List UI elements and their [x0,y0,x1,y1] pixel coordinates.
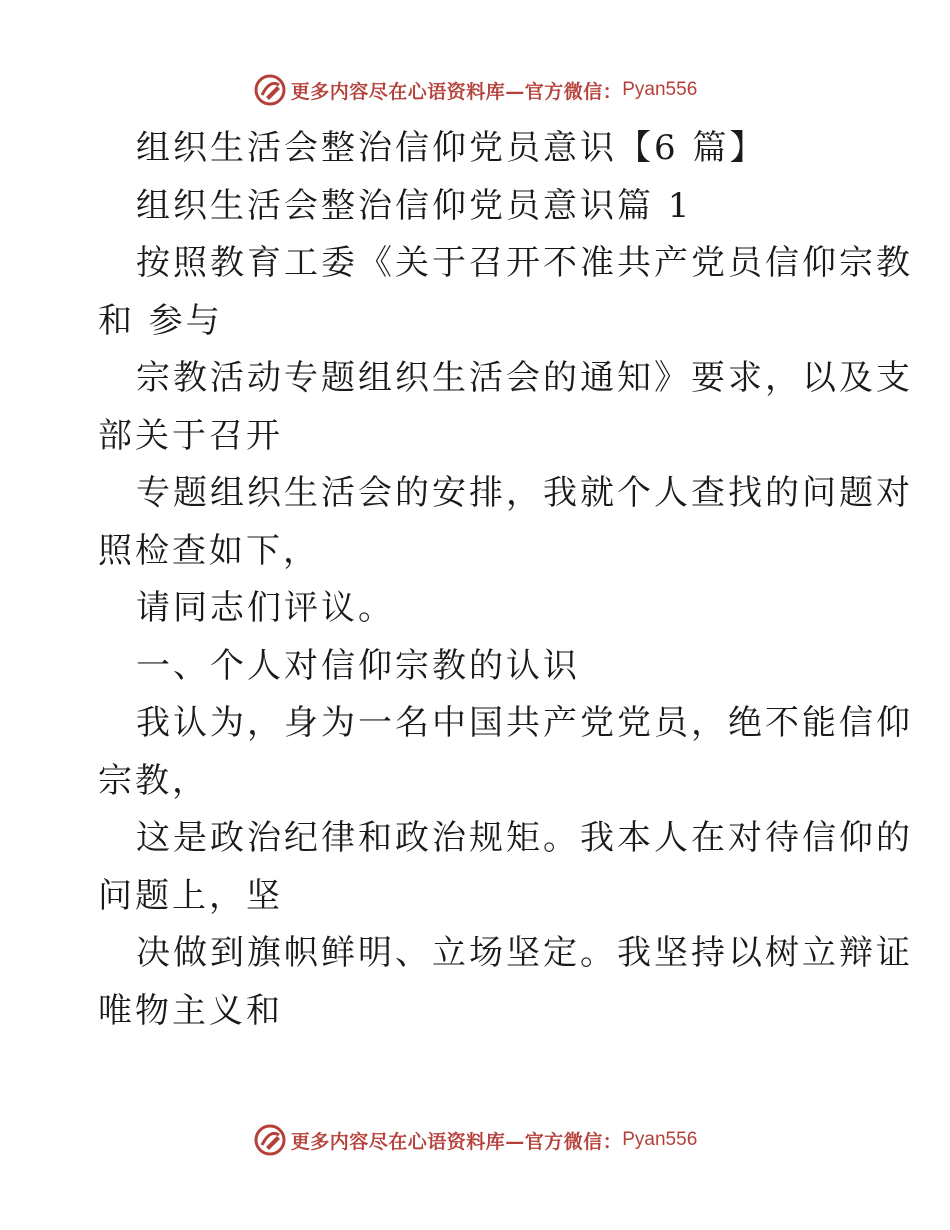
body-line: 宗教， [98,760,209,801]
document-title: 组织生活会整治信仰党员意识【6 篇】 [136,128,767,168]
document-body [98,120,913,1040]
body-line: 部关于召开 [98,415,283,456]
body-line: 这是政治纪律和政治规矩。我本人在对待信仰的 [136,818,913,858]
body-line: 问题上，坚 [98,875,283,916]
body-line: 和 参与 [98,300,223,341]
footer-wechat-id: Pyan556 [622,1129,698,1150]
brand-logo-icon [253,1123,287,1157]
body-line: 请同志们评议。 [136,588,395,628]
body-line: 决做到旗帜鲜明、立场坚定。我坚持以树立辩证 [136,933,913,973]
brand-logo-icon [253,73,287,107]
body-line: 专题组织生活会的安排，我就个人查找的问题对 [136,473,913,513]
subsection-heading: 一、个人对信仰宗教的认识 [136,645,580,686]
section-heading: 组织生活会整治信仰党员意识篇 1 [136,185,693,226]
body-line: 唯物主义和 [98,990,283,1031]
body-line: 照检查如下， [98,530,320,571]
footer-banner-text: 更多内容尽在心语资料库—官方微信： [290,1130,623,1153]
body-line: 宗教活动专题组织生活会的通知》要求，以及支 [136,358,913,398]
header-wechat-id: Pyan556 [622,79,698,100]
header-banner-text: 更多内容尽在心语资料库—官方微信： [290,80,623,103]
footer-banner [0,1120,950,1160]
header-banner [0,70,950,110]
body-line: 按照教育工委《关于召开不准共产党员信仰宗教 [136,243,913,283]
body-line: 我认为，身为一名中国共产党党员，绝不能信仰 [136,703,913,743]
